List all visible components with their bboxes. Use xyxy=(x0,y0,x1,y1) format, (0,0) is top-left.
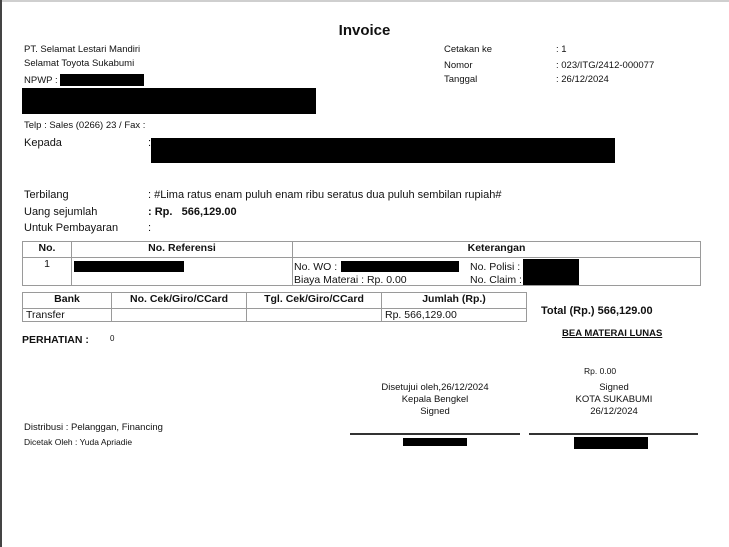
page-left-edge xyxy=(0,0,2,547)
bank-header-bank: Bank xyxy=(23,293,112,309)
untuk-value: : xyxy=(148,222,152,234)
meta-value-nomor: : 023/ITG/2412-000077 xyxy=(556,60,655,71)
approval-right-line1: Signed xyxy=(599,382,629,393)
redacted-referensi xyxy=(74,261,184,272)
redacted-recipient xyxy=(151,138,615,163)
redacted-signer-mid xyxy=(403,438,467,446)
distribusi: Distribusi : Pelanggan, Financing xyxy=(24,422,163,433)
approval-mid-line1: Disetujui oleh,26/12/2024 xyxy=(381,382,489,393)
redacted-signer-right xyxy=(574,437,648,449)
uang-value: : Rp. 566,129.00 xyxy=(148,206,237,218)
bank-cell-tgl xyxy=(247,309,382,322)
perhatian-label: PERHATIAN : xyxy=(22,334,89,346)
polisi-label: No. Polisi : xyxy=(470,261,521,273)
bank-cell-cek xyxy=(112,309,247,322)
ref-header-no: No. xyxy=(23,242,72,258)
company-telp: Telp : Sales (0266) 23 / Fax : xyxy=(24,120,146,131)
claim-label: No. Claim : xyxy=(470,274,522,286)
signature-line-mid xyxy=(350,433,520,435)
ref-row-no: 1 xyxy=(23,258,72,286)
biaya-materai: Biaya Materai : Rp. 0.00 xyxy=(294,274,407,286)
untuk-label: Untuk Pembayaran xyxy=(24,222,119,234)
approval-right-line3: 26/12/2024 xyxy=(590,406,638,417)
ref-header-referensi: No. Referensi xyxy=(72,242,293,258)
company-name: PT. Selamat Lestari Mandiri xyxy=(24,44,141,55)
terbilang-label: Terbilang xyxy=(24,189,69,201)
meta-label-cetakan: Cetakan ke xyxy=(444,44,493,55)
page-top-edge xyxy=(0,0,729,2)
approval-mid-line3: Signed xyxy=(420,406,450,417)
bank-row xyxy=(23,309,527,322)
meta-label-nomor: Nomor xyxy=(444,60,473,71)
dicetak-oleh: Dicetak Oleh : Yuda Apriadie xyxy=(24,437,133,447)
terbilang-value: : #Lima ratus enam puluh enam ribu seratus dua puluh sembilan rupiah# xyxy=(148,189,502,201)
npwp-label: NPWP : xyxy=(24,75,58,86)
bank-header-tgl: Tgl. Cek/Giro/CCard xyxy=(247,293,382,309)
materai-rp: Rp. 0.00 xyxy=(584,366,617,376)
recipient-sep: : xyxy=(148,137,152,149)
total-amount: Total (Rp.) 566,129.00 xyxy=(541,305,653,317)
bank-header-jumlah: Jumlah (Rp.) xyxy=(382,293,527,309)
recipient-label: Kepada xyxy=(24,137,62,149)
redacted-wo xyxy=(341,261,459,272)
redacted-polisi-claim xyxy=(523,259,579,285)
redacted-npwp xyxy=(60,74,144,86)
meta-value-cetakan: : 1 xyxy=(556,44,567,55)
company-branch: Selamat Toyota Sukabumi xyxy=(24,58,135,69)
bank-cell-jumlah: Rp. 566,129.00 xyxy=(382,309,527,322)
bank-header-cek: No. Cek/Giro/CCard xyxy=(112,293,247,309)
redacted-address xyxy=(22,88,316,114)
bank-table xyxy=(22,292,527,322)
ref-header-keterangan: Keterangan xyxy=(293,242,701,258)
wo-label: No. WO : xyxy=(294,261,338,273)
approval-right-line2: KOTA SUKABUMI xyxy=(575,394,653,405)
approval-mid-line2: Kepala Bengkel xyxy=(401,394,469,405)
uang-label: Uang sejumlah xyxy=(24,206,98,218)
invoice-title: Invoice xyxy=(338,22,391,39)
perhatian-value: 0 xyxy=(110,334,115,343)
bea-materai-lunas: BEA MATERAI LUNAS xyxy=(562,328,663,339)
meta-label-tanggal: Tanggal xyxy=(444,74,478,85)
bank-cell-bank: Transfer xyxy=(23,309,112,322)
signature-line-right xyxy=(529,433,698,435)
meta-value-tanggal: : 26/12/2024 xyxy=(556,74,609,85)
